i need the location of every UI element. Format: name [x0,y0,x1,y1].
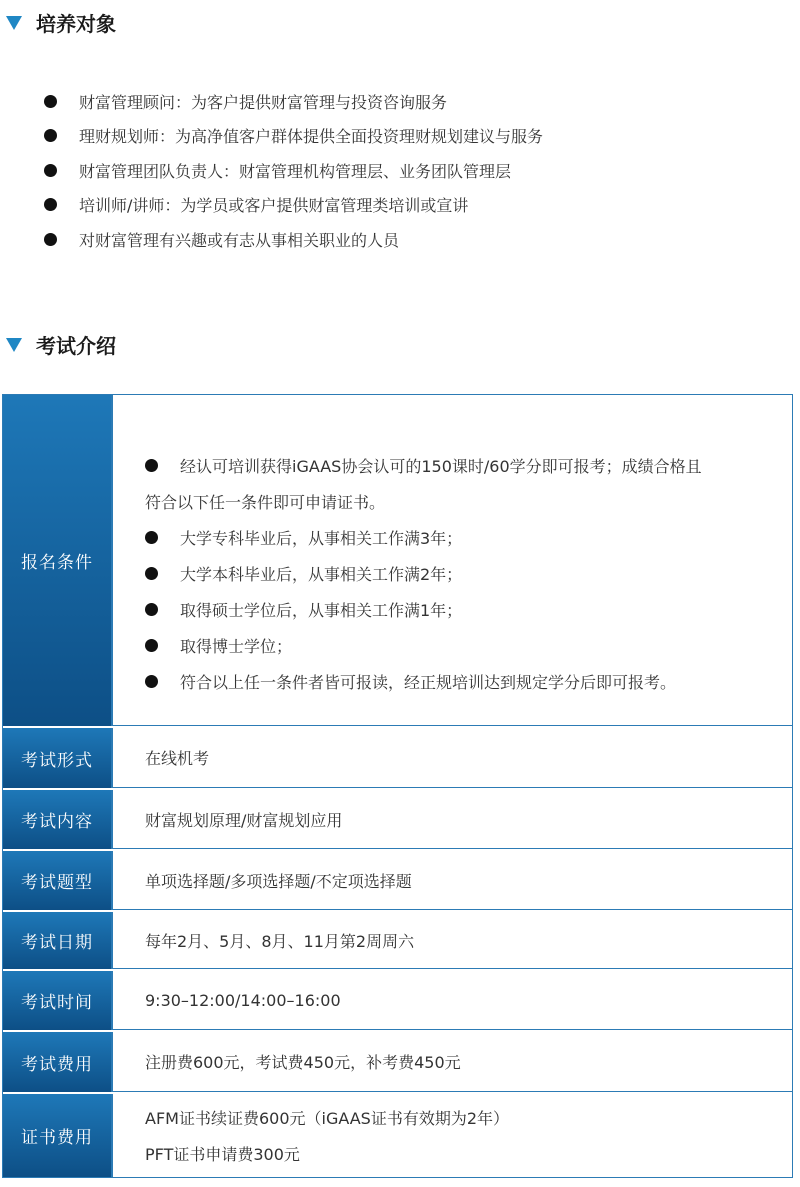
condition-line [145,447,772,483]
list-item [44,188,543,223]
row-content [111,1094,792,1177]
row-content: 财富规划原理/财富规划应用 [111,790,792,849]
row-content: 9:30–12:00/14:00–16:00 [111,971,792,1030]
section-title: 培养对象 [36,12,116,36]
list-item-text: 对财富管理有兴趣或有志从事相关职业的人员 [79,230,400,250]
row-content [111,395,792,726]
list-item-text: 财富管理顾问：为客户提供财富管理与投资咨询服务 [79,92,448,112]
bullet-icon [145,567,158,580]
triangle-down-icon [6,338,22,352]
row-label: 考试内容 [3,790,111,849]
row-label: 考试形式 [3,728,111,788]
exam-info-table [2,394,793,1178]
row-content: 每年2月、5月、8月、11月第2周周六 [111,912,792,969]
cert-fee-line: AFM证书续证费600元（iGAAS证书有效期为2年） [145,1109,510,1128]
bullet-icon [44,164,57,177]
bullet-icon [44,95,57,108]
condition-text: 取得硕士学位后，从事相关工作满1年； [180,600,463,620]
table-row-certificate-fee [3,1094,792,1177]
condition-line [145,519,772,555]
row-label: 证书费用 [3,1094,111,1177]
list-item [44,222,543,257]
list-item-text: 培训师/讲师：为学员或客户提供财富管理类培训或宣讲 [79,196,469,216]
condition-line-continued: 符合以下任一条件即可申请证书。 [145,492,386,512]
bullet-icon [145,639,158,652]
table-row-exam-content [3,790,792,851]
table-row-exam-format [3,728,792,790]
row-label: 考试题型 [3,851,111,910]
table-row-conditions [3,395,792,728]
condition-line [145,627,772,663]
condition-text: 大学本科毕业后，从事相关工作满2年； [180,564,463,584]
row-content: 注册费600元，考试费450元，补考费450元 [111,1032,792,1092]
bullet-icon [44,129,57,142]
bullet-icon [145,603,158,616]
row-label: 考试日期 [3,912,111,969]
condition-text: 大学专科毕业后，从事相关工作满3年； [180,528,463,548]
row-content: 在线机考 [111,728,792,788]
row-content: 单项选择题/多项选择题/不定项选择题 [111,851,792,910]
list-item [44,119,543,154]
list-item [44,84,543,119]
condition-text: 符合以上任一条件者皆可报读，经正规培训达到规定学分后即可报考。 [180,672,677,692]
condition-text: 取得博士学位； [180,636,293,656]
table-row-exam-fee [3,1032,792,1094]
row-label: 考试费用 [3,1032,111,1092]
list-item-text: 财富管理团队负责人：财富管理机构管理层、业务团队管理层 [79,161,512,181]
bullet-icon [145,675,158,688]
condition-line [145,591,772,627]
bullet-icon [44,198,57,211]
section-title: 考试介绍 [36,334,116,358]
triangle-down-icon [6,16,22,30]
table-row-exam-time [3,971,792,1032]
table-row-question-type [3,851,792,912]
section-heading-exam-intro [6,330,116,359]
cert-fee-line: PFT证书申请费300元 [145,1145,300,1164]
row-label: 报名条件 [3,395,111,726]
bullet-icon [145,459,158,472]
row-label: 考试时间 [3,971,111,1030]
list-item [44,153,543,188]
condition-line [145,555,772,591]
list-item-text: 理财规划师：为高净值客户群体提供全面投资理财规划建议与服务 [79,127,544,147]
condition-line [145,663,772,699]
section-heading-training-target [6,8,116,37]
bullet-icon [44,233,57,246]
table-row-exam-date [3,912,792,971]
bullet-icon [145,531,158,544]
condition-text: 经认可培训获得iGAAS协会认可的150课时/60学分即可报考；成绩合格且 [180,456,702,476]
target-audience-list [44,84,543,257]
